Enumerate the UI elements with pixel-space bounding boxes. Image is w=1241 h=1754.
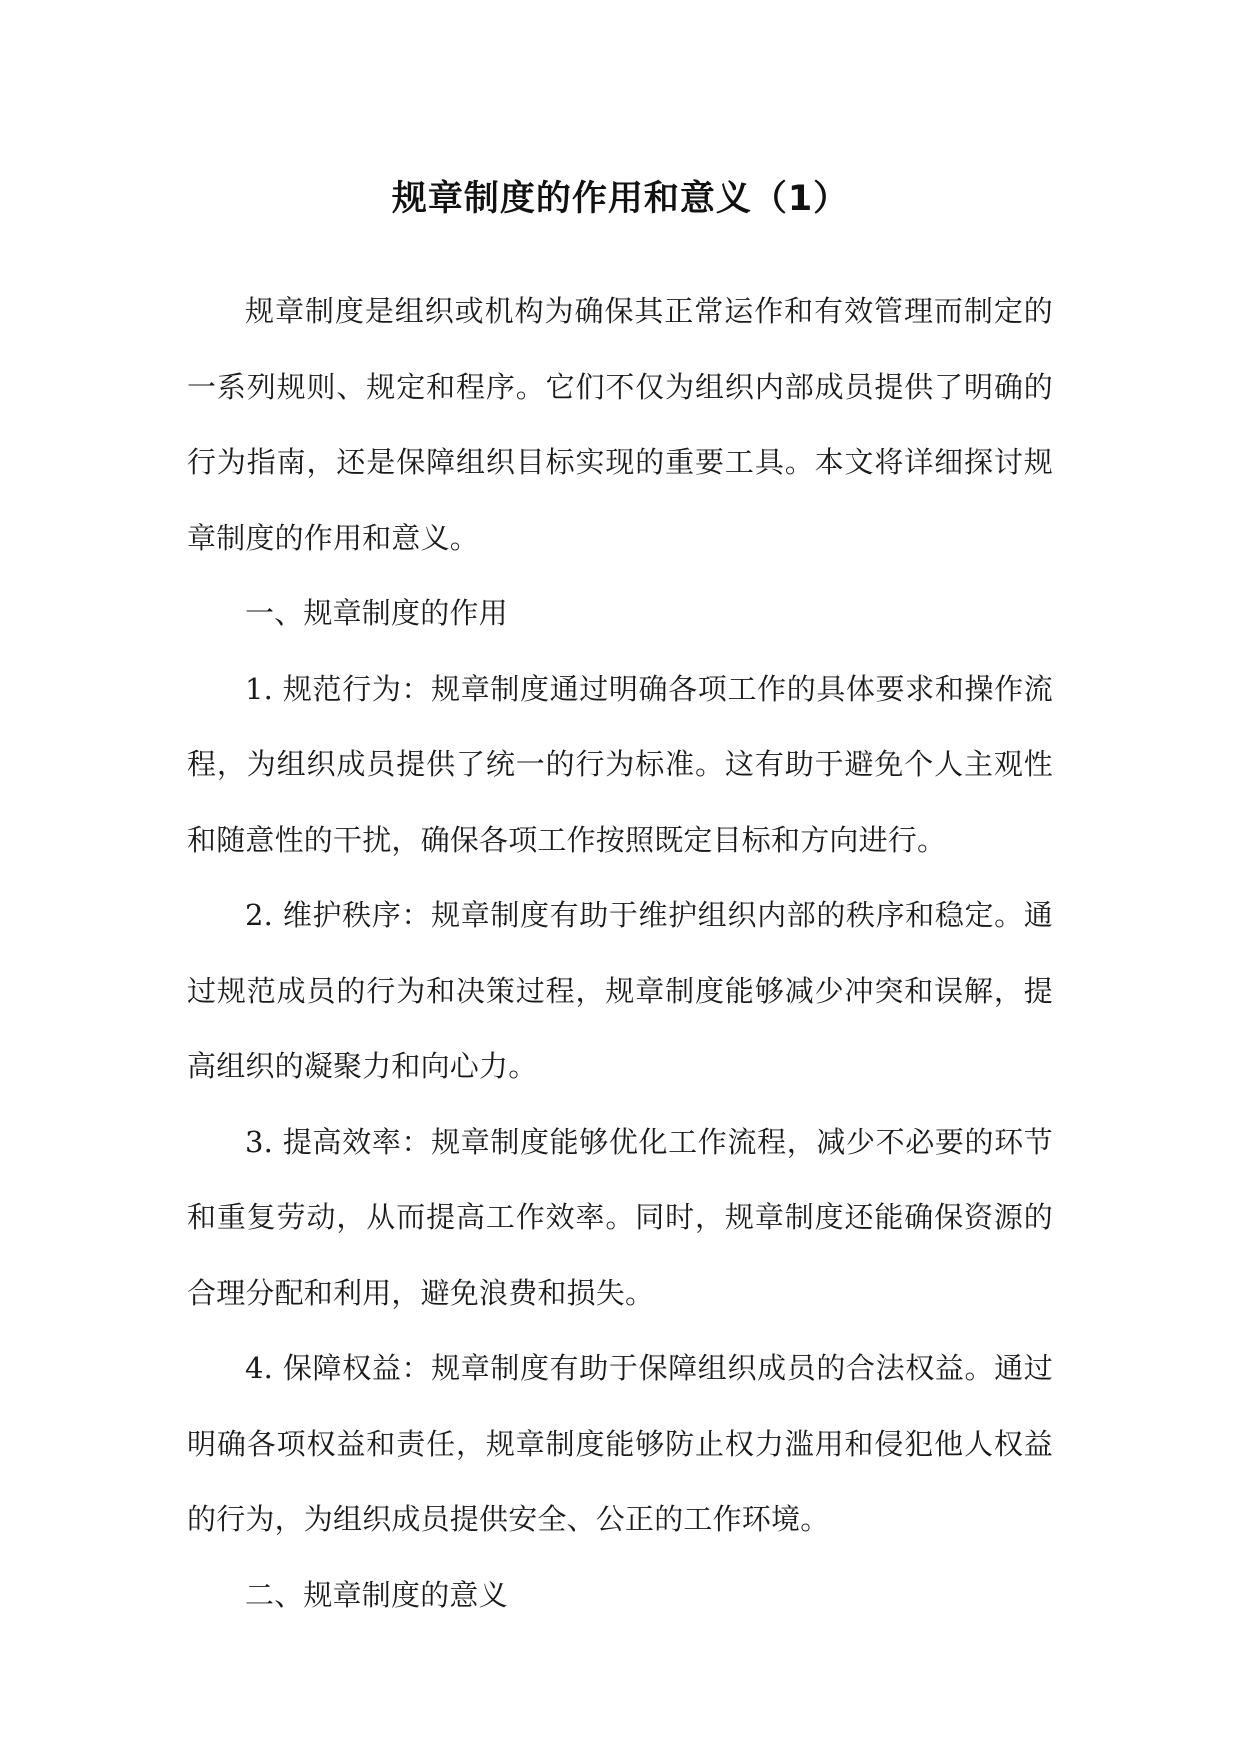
list-item-maintain-order: 2. 维护秩序：规章制度有助于维护组织内部的秩序和稳定。通过规范成员的行为和决策过程，规章制度能够减少冲突和误解，提高组织的凝聚力和向心力。 (187, 898, 1053, 1083)
list-item-regulate-behavior: 1. 规范行为：规章制度通过明确各项工作的具体要求和操作流程，为组织成员提供了统一的行为标准。这有助于避免个人主观性和随意性的干扰，确保各项工作按照既定目标和方向进行。 (187, 671, 1053, 857)
list-item-improve-efficiency: 3. 提高效率：规章制度能够优化工作流程，减少不必要的环节和重复劳动，从而提高工作效率。同时，规章制度还能确保资源的合理分配和利用，避免浪费和损失。 (187, 1124, 1053, 1310)
list-item-protect-rights: 4. 保障权益：规章制度有助于保障组织成员的合法权益。通过明确各项权益和责任，规章制度能够防止权力滥用和侵犯他人权益的行为，为组织成员提供安全、公正的工作环境。 (187, 1351, 1053, 1536)
intro-paragraph: 规章制度是组织或机构为确保其正常运作和有效管理而制定的一系列规则、规定和程序。它们不仅为组织内部成员提供了明确的行为指南，还是保障组织目标实现的重要工具。本文将详细探讨规章制度的作用和意义。 (187, 294, 1053, 555)
document-body (187, 274, 1053, 1633)
document-title: 规章制度的作用和意义（1） (391, 179, 850, 220)
section-heading-significance: 二、规章制度的意义 (245, 1577, 508, 1612)
section-heading-functions: 一、规章制度的作用 (245, 596, 508, 630)
